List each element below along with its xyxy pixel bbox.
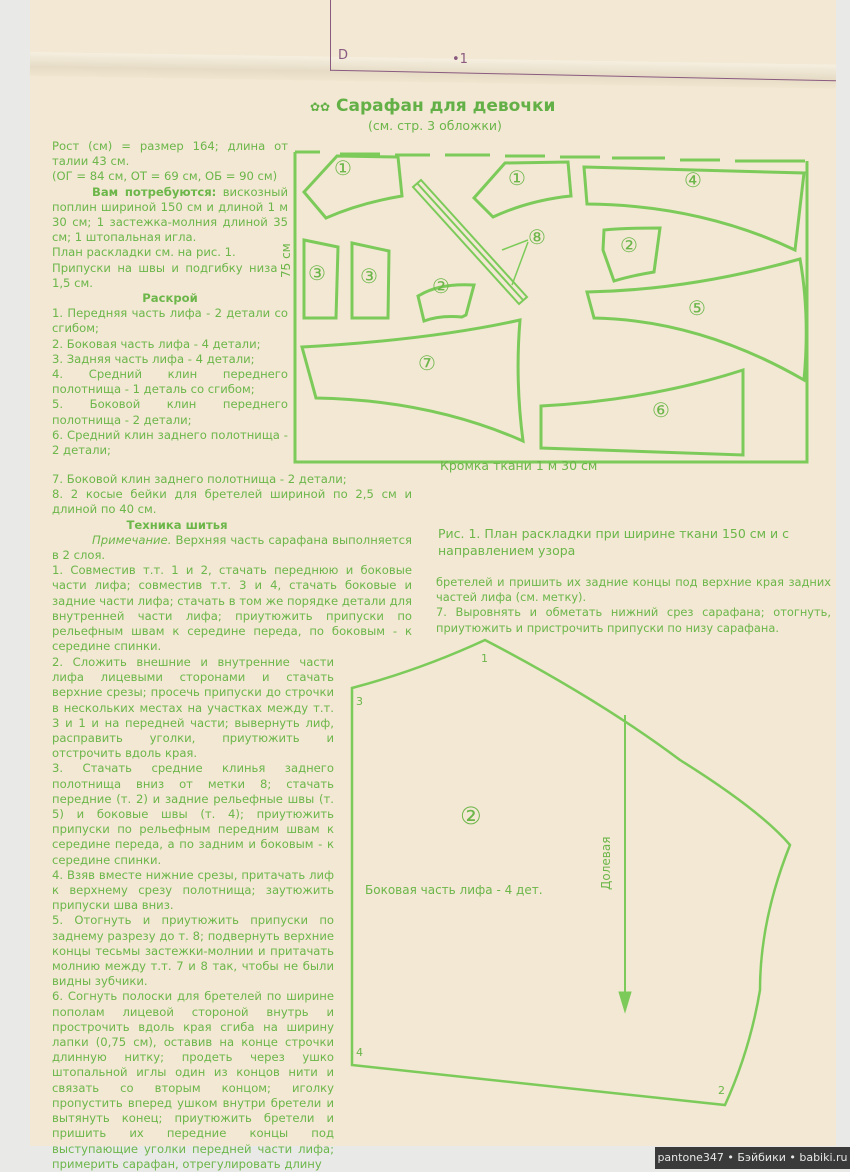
cutting-item: 5. Боковой клин переднего полотнища - 2 детали; xyxy=(52,397,288,427)
page-subtitle: (см. стр. 3 обложки) xyxy=(368,118,502,133)
note-label: Примечание. xyxy=(92,532,172,547)
title-text: Сарафан для девочки xyxy=(336,96,556,116)
selvage-label: Кромка ткани 1 м 30 см xyxy=(440,458,598,473)
height-label: 75 см xyxy=(279,243,293,278)
sewing-step: 3. Стачать средние клинья заднего полотнища вниз от метки 8; стачать передние (т. 2) и задние рельефные швы (т. 5) и боковые швы (т. 4); приутюжить припуски по рельефным передним швам к середине переда, а по задним и боковым - к середине спинки. xyxy=(52,761,334,867)
pattern-piece-label: Боковая часть лифа - 4 дет. xyxy=(365,883,543,897)
piece-1a xyxy=(304,156,402,218)
piece-number: ③ xyxy=(308,261,326,285)
piece-number: ⑤ xyxy=(688,296,706,320)
piece-8-leaders xyxy=(502,240,528,285)
cutting-item: 7. Боковой клин заднего полотнища - 2 детали; xyxy=(52,472,347,486)
sewing-step-7: 7. Выровнять и обметать нижний срез сарафана; отогнуть, приутюжить и пристрочить припуски по низу сарафана. xyxy=(436,605,831,635)
piece-6 xyxy=(541,370,743,455)
piece-number: ④ xyxy=(684,168,702,192)
cutting-item: 1. Передняя часть лифа - 2 детали со сгибом; xyxy=(52,306,288,336)
sewing-step: 5. Отогнуть и приутюжить припуски по заднему разрезу до т. 8; подвернуть верхние концы тесьмы застежки-молнии и притачать молнию между т.т. 7 и 8 так, чтобы не были видны зубчики. xyxy=(52,913,334,989)
layout-ref: План раскладки см. на рис. 1. xyxy=(52,245,236,260)
allowance: Припуски на швы и подгибку низа - 1,5 см. xyxy=(52,260,288,290)
figure-caption: Рис. 1. План раскладки при ширине ткани 150 см и с направлением узора xyxy=(438,526,790,558)
grain-arrow-icon xyxy=(619,992,631,1012)
cutting-item: 4. Средний клин переднего полотнища - 1 деталь со сгибом; xyxy=(52,367,288,397)
pattern-piece-number: ② xyxy=(460,802,482,830)
piece-number: ① xyxy=(334,156,352,180)
piece-number: ⑧ xyxy=(528,225,546,249)
size-line: Рост (см) = размер 164; длина от талии 43 см. xyxy=(52,139,288,169)
right-column-text xyxy=(436,575,831,636)
point-2: 2 xyxy=(718,1084,725,1097)
cutting-item: 2. Боковая часть лифа - 4 детали; xyxy=(52,336,261,351)
piece-number: ⑦ xyxy=(418,351,436,375)
materials-label: Вам потребуются: xyxy=(92,184,217,199)
piece-number: ② xyxy=(620,233,638,257)
sewing-step: 6. Согнуть полоски для бретелей по ширине пополам лицевой стороной внутрь и прострочить вдоль края сгиба на ширину лапки (0,75 см), оставив на конце строчки длинную нитку; продеть через ушко штопальной иглы один из концов нити и связать со вторым концом; иголку пропустить вперед ушком внутри бретели и вытянуть конец; приутюжить бретели и пришить их передние концы под выступающие уголки передней части лифа; примерить сарафан, отрегулировать длину xyxy=(52,989,334,1171)
sewing-step: 4. Взяв вместе нижние срезы, притачать лиф к верхнему срезу полотнища; заутюжить припуски шва вниз. xyxy=(52,867,334,913)
cutting-heading: Раскрой xyxy=(142,291,198,306)
point-1: 1 xyxy=(481,652,488,665)
corner-mark-1: •1 xyxy=(452,52,468,67)
bodice-side-piece xyxy=(352,640,790,1105)
piece-number: ⑥ xyxy=(652,398,670,422)
sewing-step: 1. Совместив т.т. 1 и 2, стачать переднюю и боковые части лифа; совместив т.т. 3 и 4, стачать боковые и задние части лифа; стачать в том же порядке детали для внутренней части лифа; приутюжить припуски по рельефным швам к середине переда, по боковым - к середине спинки. xyxy=(52,563,412,654)
piece-number: ③ xyxy=(360,264,378,288)
corner-mark-d: D xyxy=(338,48,349,63)
point-3: 3 xyxy=(356,695,363,708)
continuation: бретелей и пришить их задние концы под верхние края задних частей лифа (см. метку). xyxy=(436,575,831,605)
piece-number: ② xyxy=(432,274,450,298)
cutting-item: 8. 2 косые бейки для бретелей шириной по 2,5 см и длиной по 40 см. xyxy=(52,487,412,517)
flower-icon: ✿✿ xyxy=(310,100,331,114)
sewing-heading: Техника шитья xyxy=(126,517,228,532)
cutting-item: 6. Средний клин заднего полотнища - 2 детали; xyxy=(52,427,288,458)
point-4: 4 xyxy=(356,1046,363,1059)
piece-7 xyxy=(302,320,523,441)
piece-number: ① xyxy=(508,166,526,190)
cutting-item: 3. Задняя часть лифа - 4 детали; xyxy=(52,351,255,366)
grain-label: Долевая xyxy=(599,836,613,890)
materials-text: вискозный поплин шириной 150 см и длиной 1 м 30 см; 1 застежка-молния длиной 35 см; 1 штопальная игла. xyxy=(52,184,288,245)
watermark: pantone347 • Бэйбики • babiki.ru xyxy=(655,1147,850,1169)
measurements: (ОГ = 84 см, ОТ = 69 см, ОБ = 90 см) xyxy=(52,169,278,184)
sewing-step: 2. Сложить внешние и внутренние части лифа лицевыми сторонами и стачать верхние срезы; просечь припуски до строчки в нескольких местах на участках между т.т. 3 и 1 и на передней части; вывернуть лиф, расправить уголки, приутюжить и отстрочить вдоль края. xyxy=(52,655,334,761)
note-text: Верхняя часть сарафана выполняется в 2 слоя. xyxy=(52,532,413,563)
